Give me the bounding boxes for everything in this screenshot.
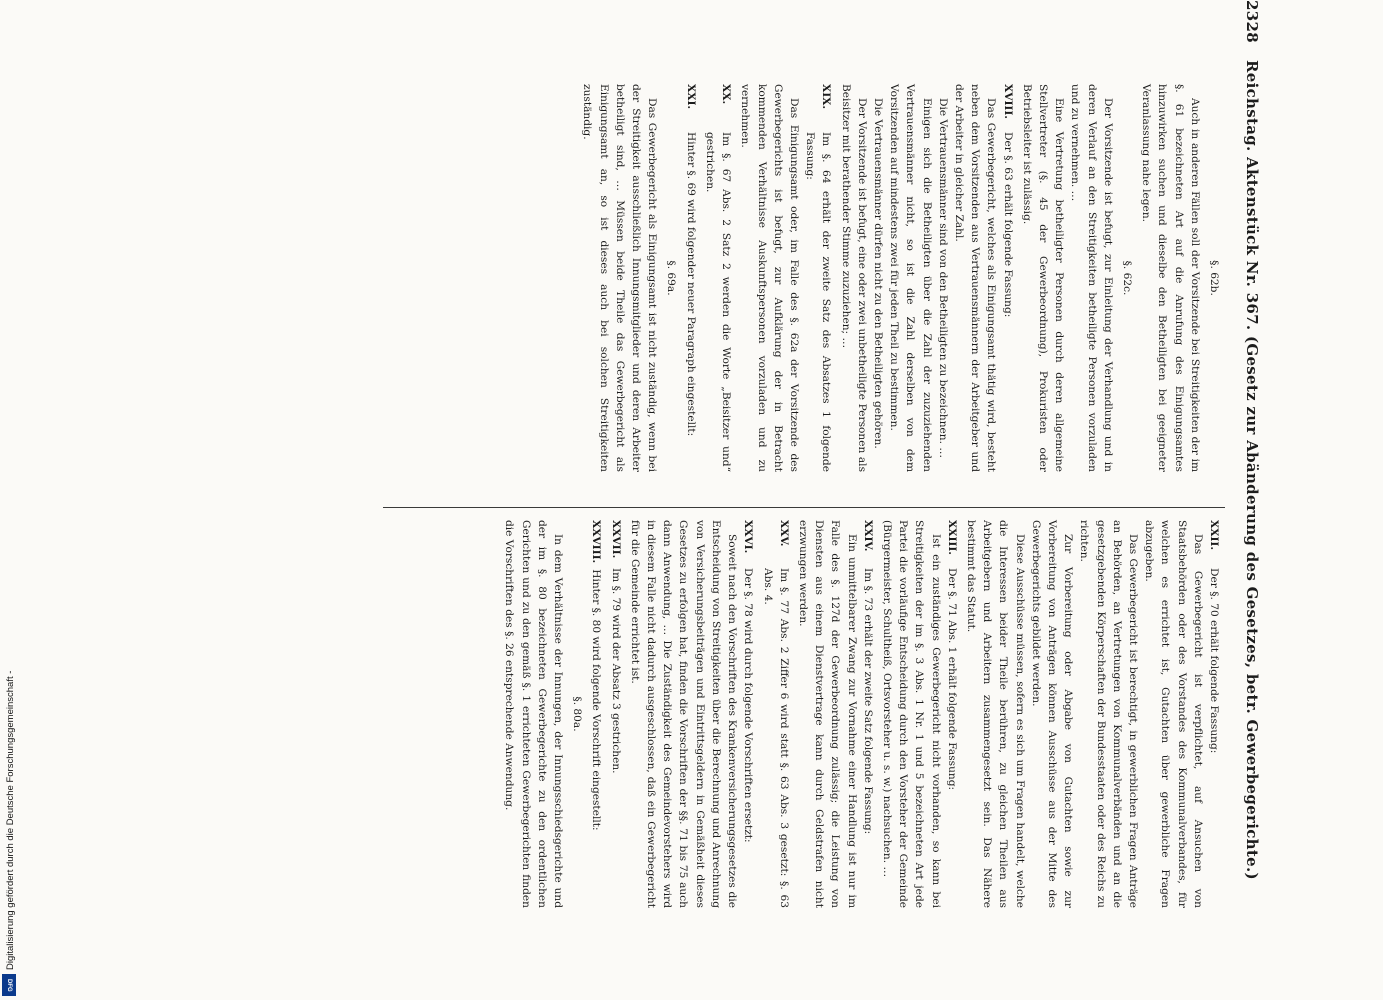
article-text: Im §. 67 Abs. 2 Satz 2 werden die Worte „Beisitzer und“ gestrichen. xyxy=(703,132,733,472)
article-number: XXV. xyxy=(777,520,790,547)
article-text: Hinter §. 80 wird folgende Vorschrift eingestellt: xyxy=(590,569,603,831)
paragraph: Ein unmittelbarer Zwang zur Vornahme einer Handlung ist nur im Falle des §. 127d der Gewerbeordnung zulässig; die Leistung von Diensten aus einem Dienstvertrage kann durch Geldstrafen nicht erzwungen werden. xyxy=(796,520,858,908)
article-text: Im §. 79 wird der Absatz 3 gestrichen. xyxy=(609,568,622,774)
article-xviii xyxy=(999,84,1015,472)
section-text-62c: Der Vorsitzende ist befugt, zur Einleitung der Verhandlung und in deren Verlauf an den Streitigkeiten betheiligte Personen vorzuladen und zu vernehmen. … xyxy=(1069,84,1114,472)
article-text: Der §. 71 Abs. 1 erhält folgende Fassung: xyxy=(945,568,958,791)
paragraph: Zur Vorbereitung oder Abgabe von Gutachten sowie zur Vorbereitung von Anträgen können Ausschüsse aus der Mitte des Gewerbegerichts gebildet werden. xyxy=(1029,520,1075,908)
section-heading-69a: §. 69a. xyxy=(665,260,678,296)
article-xxii xyxy=(1206,520,1222,908)
article-xxi xyxy=(683,84,699,472)
paragraph: Diese Ausschüsse müssen, sofern es sich um Fragen handelt, welche die Interessen beider Theile berühren, zu gleichen Theilen aus Arbeitgebern und Arbeitern zusammengesetzt sein. Das Nähere bestimmt das Statut. xyxy=(964,520,1026,908)
article-text: Der §. 78 wird durch folgende Vorschriften ersetzt: xyxy=(742,568,755,843)
right-column xyxy=(501,520,1225,908)
running-title: Reichstag. Aktenstück Nr. 367. (Gesetz zur Abänderung des Gesetzes, betr. Gewerbegerichte.) xyxy=(1243,60,1261,880)
digitization-credit xyxy=(0,600,18,1000)
article-number: XXVII. xyxy=(609,520,622,559)
article-xx xyxy=(702,84,734,472)
section-heading-62b: §. 62b. xyxy=(1208,260,1220,296)
section-text-80a: In dem Verhältnisse der Innungen, der Innungsschiedsgerichte und der im §. 80 bezeichneten Gewerbegerichte zu den ordentlichen Gerichten und zu den gemäß §. 1 errichteten Gewerbegerichten finden die Vorschriften des §. 26 entsprechende Anwendung. xyxy=(503,520,565,908)
article-number: XIX. xyxy=(820,84,833,110)
section-text-62c-2: Eine Vertretung betheiligter Personen durch deren allgemeine Stellvertreter (§. 45 der Gewerbeordnung), Prokuristen oder Betriebsleiter ist zulässig. xyxy=(1020,84,1066,472)
section-heading-80a: §. 80a. xyxy=(571,696,584,732)
section-heading-62c: §. 62c. xyxy=(1120,260,1133,296)
article-xxvii xyxy=(607,520,623,908)
paragraph: Das Gewerbegericht, welches als Einigungsamt thätig wird, besteht neben dem Vorsitzenden aus Vertrauensmännern der Arbeitgeber und der Arbeiter in gleicher Zahl. xyxy=(952,84,998,472)
article-xxiv xyxy=(860,520,876,908)
article-text: Im §. 77 Abs. 2 Ziffer 6 wird statt §. 63 Abs. 3 gesetzt: §. 63 Abs. 4. xyxy=(761,568,790,908)
article-number: XVIII. xyxy=(1001,84,1014,119)
dfg-logo: DFG xyxy=(2,974,16,996)
article-text: Hinter §. 69 wird folgender neuer Paragraph eingestellt: xyxy=(684,132,697,437)
section-text-69a: Das Gewerbegericht als Einigungsamt ist nicht zuständig, wenn bei der Streitigkeit ausschließlich Innungsmitglieder und deren Arbeiter betheiligt sind, … Müssen beide Theile das Gewerbegericht als Einigungsamt an, so ist dieses auch bei solchen Streitigkeiten zuständig. xyxy=(581,84,659,472)
article-xxiii xyxy=(944,520,960,908)
paragraph: Ist ein zuständiges Gewerbegericht nicht vorhanden, so kann bei Streitigkeiten der im §. 3 Abs. 1 Nr. 1 und 5 bezeichneten Art jede Partei die vorläufige Entscheidung durch den Vorsteher der Gemeinde (Bürgermeister, Schultheiß, Ortsvorsteher u. s. w.) nachsuchen. … xyxy=(880,520,942,908)
page-header xyxy=(1235,0,1265,1000)
section-text-62b: Auch in anderen Fällen soll der Vorsitzende bei Streitigkeiten der im §. 61 bezeichneten Art auf die Anrufung des Einigungsamtes hinzuwirken suchen und dieselbe den Betheiligten bei geeigneter Veranlassung nahe legen. xyxy=(1140,84,1201,472)
article-number: XXI. xyxy=(684,84,697,110)
paragraph: Einigen sich die Betheiligten über die Zahl der zuzuziehenden Vertrauensmänner nicht, so ist die Zahl derselben von dem Vorsitzenden auf mindestens zwei für jeden Theil zu bestimmen. xyxy=(888,84,933,472)
article-text: Im §. 73 erhält der zweite Satz folgende Fassung: xyxy=(861,568,874,835)
page-number: 2328 xyxy=(1243,0,1261,43)
credit-text: Digitalisierung gefördert durch die Deutsche Forschungsgemeinschaft - xyxy=(5,670,16,970)
paragraph: Der Vorsitzende ist befugt, eine oder zwei unbetheiligte Personen als Beisitzer mit berathender Stimme zuzuziehen; … xyxy=(839,84,868,472)
paragraph: Die Vertrauensmänner sind von den Betheiligten zu bezeichnen. … xyxy=(936,98,949,458)
article-number: XXII. xyxy=(1208,520,1220,551)
paragraph: Das Gewerbegericht ist berechtigt, in gewerblichen Fragen Anträge an Behörden, an Vertretungen von Kommunalverbänden und an die gesetzgebenden Körperschaften der Bundesstaaten oder des Reichs zu richten. xyxy=(1078,520,1139,908)
article-xxvi xyxy=(740,520,756,908)
paragraph: Das Einigungsamt oder, im Falle des §. 62a der Vorsitzende des Gewerbegerichts ist befugt, zur Aufklärung der in Betracht kommenden Verhältnisse Auskunftspersonen vorzuladen und zu vernehmen. xyxy=(739,84,800,472)
paragraph: Soweit nach den Vorschriften des Krankenversicherungsgesetzes die Entscheidung von Streitigkeiten über die Berechnung und Anrechnung von Versicherungsbeiträgen und Eintrittsgeldern in Gemäßheit dieses Gesetzes zu erfolgen hat, finden die Vorschriften der §§. 71 bis 75 auch dann Anwendung, … Die Zuständigkeit des Gemeindevorstehers wird in diesem Falle nicht dadurch ausgeschlossen, daß ein Gewerbegericht für die Gemeinde errichtet ist. xyxy=(628,520,739,908)
article-number: XXIV. xyxy=(861,520,874,552)
article-xix xyxy=(802,84,834,472)
article-xxviii xyxy=(588,520,604,908)
article-number: XXVI. xyxy=(742,520,755,554)
article-number: XX. xyxy=(720,84,733,105)
article-text: Der §. 63 erhält folgende Fassung: xyxy=(1001,132,1014,318)
article-number: XXIII. xyxy=(945,520,958,555)
article-xxv xyxy=(759,520,791,908)
article-text: Der §. 70 erhält folgende Fassung: xyxy=(1208,568,1220,754)
paragraph: Das Gewerbegericht ist verpflichtet, auf Ansuchen von Staatsbehörden oder des Vorstandes des Kommunalverbandes, für welchen es errichtet ist, Gutachten über gewerbliche Fragen abzugeben. xyxy=(1143,520,1204,908)
paragraph: Die Vertrauensmänner dürfen nicht zu den Betheiligten gehören. xyxy=(871,98,884,449)
article-number: XXVIII. xyxy=(590,520,603,564)
left-column xyxy=(579,84,1225,472)
article-text: Im §. 64 erhält der zweite Satz des Absatzes 1 folgende Fassung: xyxy=(804,132,833,472)
column-divider xyxy=(383,507,1225,508)
